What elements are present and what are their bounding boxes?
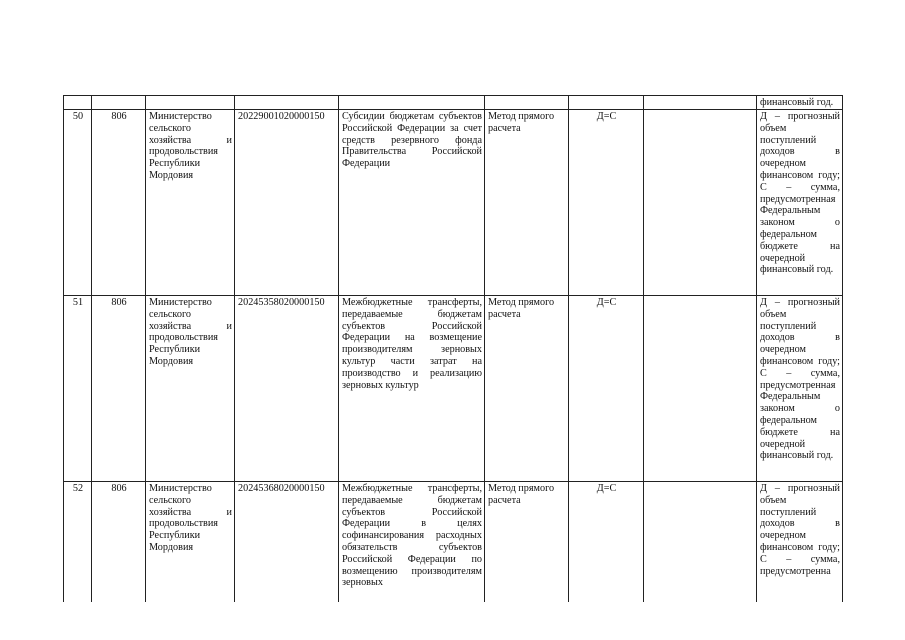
cell-income-name: Субсидии бюджетам субъектов Российской Федерации за счет средств резервного фонда Правительства Российской Федерации [339,110,485,296]
cell-admin-name [146,96,235,110]
cell-algorithm [644,110,757,296]
table-row [64,482,843,602]
cell-admin-code [92,96,146,110]
cell-income-name: Межбюджетные трансферты, передаваемые бюджетам субъектов Российской Федерации на возмещение производителям зерновых культур части затрат на производство и реализацию зерновых культур [339,296,485,482]
cell-formula: Д=С [569,110,644,296]
cell-method: Метод прямого расчета [485,296,569,482]
table-row-continuation [64,96,843,110]
revenue-forecast-table [63,95,843,602]
cell-admin-code: 806 [92,296,146,482]
cell-admin-code: 806 [92,110,146,296]
cell-algorithm [644,296,757,482]
cell-num: 51 [64,296,92,482]
table-row [64,110,843,296]
cell-kbk [235,96,339,110]
cell-notes: Д – прогнозный объем поступлений доходов в очередном финансовом году; С – сумма, предусмотренна [757,482,843,602]
cell-method: Метод прямого расчета [485,482,569,602]
cell-num: 52 [64,482,92,602]
cell-algorithm [644,96,757,110]
cell-admin-name: Министерство сельского хозяйства и продовольствия Республики Мордовия [146,482,235,602]
cell-income-name: Межбюджетные трансферты, передаваемые бюджетам субъектов Российской Федерации в целях софинансирования расходных обязательств субъектов Российской Федерации по возмещению производителям зерновых [339,482,485,602]
cell-notes: финансовый год. [757,96,843,110]
cell-kbk: 20245368020000150 [235,482,339,602]
cell-algorithm [644,482,757,602]
cell-num [64,96,92,110]
cell-formula: Д=С [569,296,644,482]
cell-admin-name: Министерство сельского хозяйства и продовольствия Республики Мордовия [146,110,235,296]
cell-kbk: 20245358020000150 [235,296,339,482]
table-row [64,296,843,482]
cell-formula [569,96,644,110]
cell-method [485,96,569,110]
cell-formula: Д=С [569,482,644,602]
cell-notes: Д – прогнозный объем поступлений доходов в очередном финансовом году; С – сумма, предусмотренная Федеральным законом о федеральном бюджете на очередной финансовый год. [757,296,843,482]
cell-admin-code: 806 [92,482,146,602]
cell-method: Метод прямого расчета [485,110,569,296]
cell-num: 50 [64,110,92,296]
cell-notes: Д – прогнозный объем поступлений доходов в очередном финансовом году; С – сумма, предусмотренная Федеральным законом о федеральном бюджете на очередной финансовый год. [757,110,843,296]
cell-income-name [339,96,485,110]
cell-kbk: 20229001020000150 [235,110,339,296]
cell-admin-name: Министерство сельского хозяйства и продовольствия Республики Мордовия [146,296,235,482]
